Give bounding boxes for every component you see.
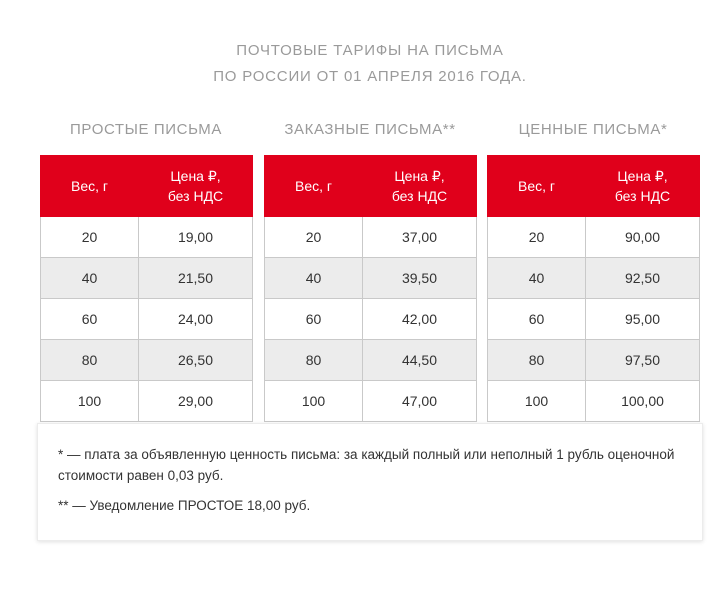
table-row — [41, 340, 253, 381]
weight-cell: 100 — [488, 381, 586, 422]
price-cell: 19,00 — [139, 217, 253, 258]
tariff-table-valuable — [487, 155, 700, 422]
price-column-header — [363, 156, 477, 217]
footnote-registered: ** — Уведомление ПРОСТОЕ 18,00 руб. — [58, 498, 311, 513]
table-row — [488, 217, 700, 258]
price-header-line-1: Цена ₽, — [394, 168, 445, 184]
tariff-block-valuable — [487, 116, 699, 422]
table-row — [265, 217, 477, 258]
page-title-line-2: ПО РОССИИ ОТ 01 АПРЕЛЯ 2016 ГОДА. — [213, 68, 527, 85]
page-title-line-1: ПОЧТОВЫЕ ТАРИФЫ НА ПИСЬМА — [236, 42, 504, 59]
weight-column-header: Вес, г — [41, 156, 139, 217]
price-header-line-2: без НДС — [167, 188, 224, 204]
weight-cell: 100 — [41, 381, 139, 422]
table-row — [265, 340, 477, 381]
price-cell: 97,50 — [586, 340, 700, 381]
page-title — [0, 38, 725, 90]
weight-cell: 60 — [41, 299, 139, 340]
block-heading-registered: ЗАКАЗНЫЕ ПИСЬМА** — [284, 121, 456, 138]
table-header-row — [265, 156, 477, 217]
price-cell: 37,00 — [363, 217, 477, 258]
table-row — [41, 381, 253, 422]
weight-cell: 80 — [265, 340, 363, 381]
price-header-line-1: Цена ₽, — [170, 168, 221, 184]
weight-column-header: Вес, г — [265, 156, 363, 217]
price-cell: 100,00 — [586, 381, 700, 422]
table-row — [265, 381, 477, 422]
table-row — [41, 217, 253, 258]
weight-cell: 80 — [488, 340, 586, 381]
weight-cell: 40 — [265, 258, 363, 299]
price-cell: 29,00 — [139, 381, 253, 422]
price-cell: 26,50 — [139, 340, 253, 381]
weight-cell: 60 — [265, 299, 363, 340]
table-header-row — [488, 156, 700, 217]
weight-cell: 60 — [488, 299, 586, 340]
price-cell: 24,00 — [139, 299, 253, 340]
price-cell: 95,00 — [586, 299, 700, 340]
price-cell: 90,00 — [586, 217, 700, 258]
table-row — [41, 258, 253, 299]
price-cell: 92,50 — [586, 258, 700, 299]
price-cell: 21,50 — [139, 258, 253, 299]
price-cell: 44,50 — [363, 340, 477, 381]
weight-column-header: Вес, г — [488, 156, 586, 217]
table-header-row — [41, 156, 253, 217]
table-row — [488, 299, 700, 340]
footnote-valuable: * — плата за объявленную ценность письма: за каждый полный или неполный 1 рубль оценочной стоимости равен 0,03 руб. — [58, 447, 675, 483]
weight-cell: 20 — [488, 217, 586, 258]
weight-cell: 20 — [265, 217, 363, 258]
tariff-table-registered — [264, 155, 477, 422]
weight-cell: 40 — [488, 258, 586, 299]
table-row — [488, 340, 700, 381]
table-row — [265, 258, 477, 299]
weight-cell: 100 — [265, 381, 363, 422]
price-header-line-1: Цена ₽, — [617, 168, 668, 184]
tariff-table-simple — [40, 155, 253, 422]
tariff-block-simple — [40, 116, 252, 422]
price-column-header — [139, 156, 253, 217]
price-cell: 47,00 — [363, 381, 477, 422]
weight-cell: 80 — [41, 340, 139, 381]
price-column-header — [586, 156, 700, 217]
price-header-line-2: без НДС — [614, 188, 671, 204]
block-heading-valuable: ЦЕННЫЕ ПИСЬМА* — [518, 121, 668, 138]
tariff-block-registered — [264, 116, 476, 422]
table-row — [41, 299, 253, 340]
price-header-line-2: без НДС — [391, 188, 448, 204]
table-row — [488, 258, 700, 299]
price-cell: 42,00 — [363, 299, 477, 340]
footnotes-box — [37, 423, 703, 541]
weight-cell: 40 — [41, 258, 139, 299]
price-cell: 39,50 — [363, 258, 477, 299]
table-row — [265, 299, 477, 340]
block-heading-simple: ПРОСТЫЕ ПИСЬМА — [70, 121, 222, 138]
table-row — [488, 381, 700, 422]
weight-cell: 20 — [41, 217, 139, 258]
